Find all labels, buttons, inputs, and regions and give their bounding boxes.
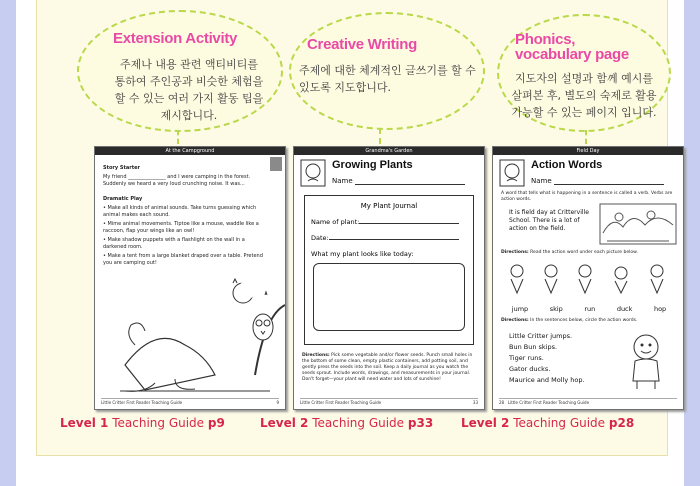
bullet-item: • Make shadow puppets with a flashlight on the wall in a darkened room. [103, 237, 245, 250]
phonics-vocabulary-title: Phonics, vocabulary page [515, 31, 629, 63]
action-word: hop [653, 305, 667, 313]
action-critters-row [501, 261, 677, 297]
little-critter-illustration [621, 331, 671, 391]
right-side-bar [684, 0, 700, 486]
creative-writing-title: Creative Writing [307, 36, 417, 53]
left-side-bar [0, 0, 16, 486]
action-word: skip [549, 305, 563, 313]
worksheet-title: Growing Plants [332, 159, 413, 171]
caption-level1-p9: Level 1 Teaching Guide p9 [60, 416, 225, 430]
story-starter-title: Story Starter [103, 165, 140, 171]
bubble-tail [379, 128, 381, 144]
extension-activity-desc: 주제나 내용 관련 액티비티를 통하여 주인공과 비슷한 체험을 할 수 있는 여러 가지 활동 팁을 제시합니다. [114, 58, 264, 122]
sentence-item: Gator ducks. [509, 365, 551, 373]
page-header-bar: Grandma's Garden [294, 147, 484, 155]
page-tab-marker [270, 157, 282, 171]
dog-and-owl-illustration [115, 275, 285, 395]
character-icon [300, 159, 326, 187]
extension-activity-title: Extension Activity [113, 30, 238, 47]
drawing-area [313, 263, 465, 331]
page-footer: Little Critter First Reader Teaching Guide 9 [101, 400, 279, 405]
worksheet-page-level1-p9 [94, 146, 286, 410]
worksheet-title: Action Words [531, 159, 603, 171]
intro-text: A word that tells what is happening in a sentence is called a verb. Verbs are action words. [501, 191, 673, 202]
action-word: duck [616, 305, 633, 313]
bubble-tail [585, 130, 587, 144]
page-header-bar: Field Day [493, 147, 683, 155]
caption-level2-p33: Level 2 Teaching Guide p33 [260, 416, 434, 430]
action-word: jump [511, 305, 529, 313]
action-word-labels [501, 305, 677, 313]
phonics-vocabulary-desc: 지도자의 설명과 함께 예시를 살펴본 후, 별도의 숙제로 활용 가능할 수 있는 페이지 입니다. [511, 72, 657, 119]
name-field: Name [332, 177, 476, 185]
directions-text: Directions: Pick some vegetable and/or flower seeds. Punch small holes in the bottom of some clean, empty plastic containers, add potting soil, and gently press the seeds into the soil. Keep a daily journal as you watch the seeds sprout. Include words, drawings, and measurements in your journal. Don't forget—your plant will need water and lots of sunshine! [302, 353, 473, 382]
dramatic-play-title: Dramatic Play [103, 196, 143, 202]
page-footer: Little Critter First Reader Teaching Guide 33 [300, 400, 478, 405]
bullet-item: • Mime animal movements. Tiptoe like a mouse, waddle like a raccoon, flap your wings like an owl! [103, 221, 259, 234]
directions-1: Directions: Read the action word under each picture below. [501, 250, 638, 255]
content-panel [36, 0, 673, 456]
caption-level2-p28: Level 2 Teaching Guide p28 [461, 416, 635, 430]
page-header-bar: At the Campground [95, 147, 285, 155]
action-word: run [584, 305, 596, 313]
bullet-item: • Make all kinds of animal sounds. Take turns guessing which animal makes each sound. [103, 205, 257, 218]
field-day-illustration [599, 203, 677, 245]
worksheet-page-level2-p28 [492, 146, 684, 410]
name-field: Name [531, 177, 675, 185]
character-icon [499, 159, 525, 187]
plant-journal-box: My Plant Journal Name of plant: Date: What my plant looks like today: [304, 195, 474, 345]
sentence-item: Maurice and Molly hop. [509, 376, 585, 384]
worksheet-page-level2-p33 [293, 146, 485, 410]
sentence-item: Tiger runs. [509, 354, 544, 362]
story-starter-text: My friend _______________ and I were camping in the forest. Suddenly we heard a very loud crunching noise. It was... [103, 174, 251, 187]
directions-2: Directions: In the sentences below, circle the action words. [501, 318, 638, 323]
sentence-list [509, 331, 585, 386]
bubble-tail [177, 130, 179, 144]
creative-writing-desc: 주제에 대한 체계적인 글쓰기를 할 수 있도록 지도합니다. [299, 64, 476, 94]
example-text: It is field day at Critterville School. There is a lot of action on the field. [509, 209, 589, 232]
bullet-item: • Make a tent from a large blanket draped over a table. Pretend you are camping out! [103, 253, 263, 266]
page-footer: 28 Little Critter First Reader Teaching Guide [499, 398, 677, 405]
sentence-item: Bun Bun skips. [509, 343, 558, 351]
sentence-item: Little Critter jumps. [509, 332, 573, 340]
